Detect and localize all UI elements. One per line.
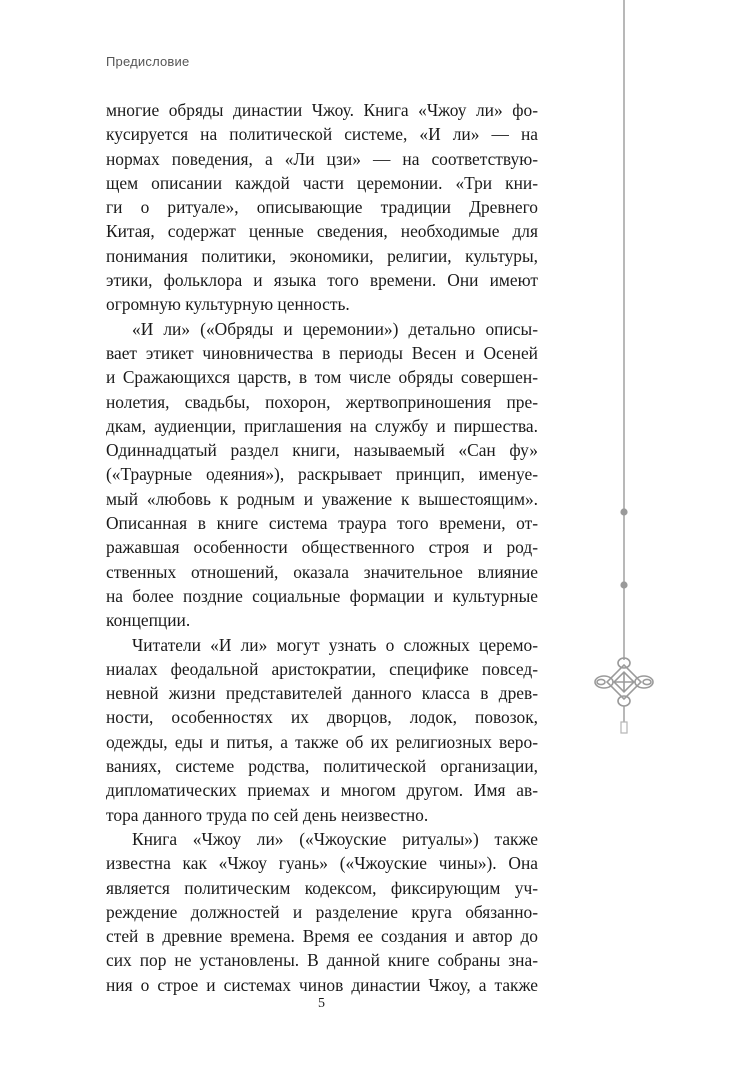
page-number: 5 [318,996,325,1011]
text-line: одежды, еды и питья, а также об их религиозных веро- [106,731,538,752]
text-line: ваниях, системе родства, политической организации, [106,756,538,777]
text-line: стей в древние времена. Время ее создания и автор до [106,926,538,947]
text-line: дипломатических приемах и многом другом. Имя ав- [106,780,538,801]
text-line: щем описании каждой части церемонии. «Три кни- [106,172,538,193]
text-line: известна как «Чжоу гуань» («Чжоуские чины»). Она [106,853,538,874]
endless-knot-icon [590,0,660,760]
text-line: Китая, содержат ценные сведения, необходимые для [106,221,538,242]
text-line: ственных отношений, оказала значительное влияние [106,561,538,582]
text-line: Описанная в книге система траура того времени, от- [106,513,538,534]
text-line: ги о ритуале», описывающие традиции Древнего [106,197,538,218]
text-line: ниалах феодальной аристократии, специфике повсед- [106,658,538,679]
text-line: сих пор не установлены. В данной книге собраны зна- [106,950,538,971]
text-line: Книга «Чжоу ли» («Чжоуские ритуалы») также [132,828,538,849]
text-line: нормах поведения, а «Ли цзи» — на соответствую- [106,148,538,169]
text-line: тора данного труда по сей день неизвестно. [106,804,429,825]
text-line: Читатели «И ли» могут узнать о сложных церемо- [132,634,538,655]
text-line: («Траурные одеяния»), раскрывает принцип, именуе- [106,464,538,485]
text-line: кусируется на политической системе, «И ли» — на [106,124,538,145]
text-line: нолетия, свадьбы, похорон, жертвоприношения пре- [106,391,538,412]
text-line: Одиннадцатый раздел книги, называемый «Сан фу» [106,440,538,461]
text-line: невной жизни представителей данного класса в древ- [106,683,538,704]
text-line: и Сражающихся царств, в том числе обряды совершен- [106,367,538,388]
text-line: дкам, аудиенции, приглашения на службу и пиршества. [106,415,538,436]
text-line: «И ли» («Обряды и церемонии») детально описы- [132,318,538,339]
text-line: мый «любовь к родным и уважение к вышестоящим». [106,488,538,509]
text-line: многие обряды династии Чжоу. Книга «Чжоу ли» фо- [106,100,538,120]
body-text [106,98,538,997]
running-head: Предисловие [106,54,190,69]
text-line: является политическим кодексом, фиксирующим уч- [106,877,538,898]
text-line: на более поздние социальные формации и культурные [106,585,538,606]
text-line: понимания политики, экономики, религии, культуры, [106,245,538,266]
text-line: ражавшая особенности общественного строя и род- [106,537,538,558]
text-line: вает этикет чиновничества в периоды Весен и Осеней [106,342,538,363]
text-line: огромную культурную ценность. [106,294,350,315]
text-line: этики, фольклора и языка того времени. Они имеют [106,270,538,291]
text-line: реждение должностей и разделение круга обязанно- [106,901,538,922]
text-line: ности, особенностях их дворцов, лодок, повозок, [106,707,538,728]
text-line: концепции. [106,610,191,631]
text-line: ния о строе и системах чинов династии Чжоу, а также [106,974,538,995]
